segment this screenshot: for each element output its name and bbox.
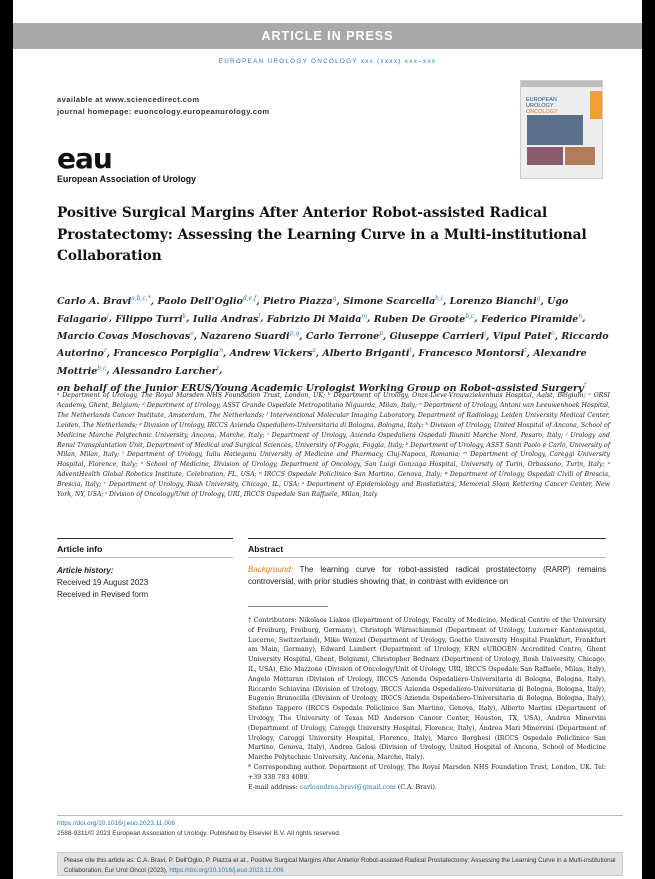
author-separator: , [193,330,201,342]
author [481,314,582,325]
author-separator: , [106,365,114,377]
author-affiliation-marker[interactable]: o [551,329,555,337]
author-separator: , [315,348,323,360]
author [193,314,260,325]
author [306,331,383,342]
author-separator: , [108,313,116,325]
author-affiliation-marker[interactable]: g [536,295,541,302]
abstract-heading: Abstract [248,544,284,554]
author-affiliation-marker[interactable]: h,i [435,295,443,302]
author [267,314,367,325]
author [113,366,219,377]
author-separator: , [411,348,419,360]
citation-box [57,852,623,876]
author-affiliation-marker[interactable]: o [190,329,194,337]
received-date: Received 19 August 2023 [57,577,149,587]
author-separator: , [260,313,267,325]
divider [57,557,233,558]
author-name: Giuseppe Carrieri [389,330,485,342]
author-affiliation-marker[interactable]: m [361,312,368,320]
author-separator: , [554,330,562,342]
author-name: Paolo Dell'Oglio [157,296,243,308]
author-separator: , [223,348,230,360]
author-separator: , [256,296,263,308]
author-affiliation-marker[interactable]: k [182,312,187,320]
author-affiliation-marker[interactable]: b,c [97,364,107,372]
article-title: Positive Surgical Margins After Anterior Robot-assisted Radical Prostatectomy: Assessing the Learning Curve in a Multi-institutional Collaboration [57,205,587,264]
footnotes [248,616,606,792]
author-list [57,292,617,396]
author-separator: , [582,313,586,325]
cover-title-3: ONCOLOGY [526,109,558,115]
author-affiliation-marker[interactable]: a,b,c,* [131,295,151,302]
author-affiliation-marker[interactable]: p,q [289,329,300,337]
article-history [57,565,148,600]
email-link[interactable]: carloandrea.bravi@gmail.com [299,783,396,791]
author-affiliation-marker[interactable]: j [106,312,109,320]
author [419,348,527,359]
author [57,331,194,342]
author-separator: , [540,296,548,308]
author-affiliation-marker[interactable]: b,c [465,312,475,320]
article-page [13,0,642,879]
author-name: Filippo Turri [115,313,183,325]
divider [248,538,606,539]
cover-title-1: EUROPEAN [526,97,557,103]
author-separator: , [526,348,534,360]
available-text: available at www.sciencedirect.com [57,95,200,104]
author [115,314,186,325]
doi-link[interactable]: https://doi.org/10.1016/j.euo.2023.11.006 [57,820,176,827]
abstract-body: The learning curve for robot-assisted radical prostatectomy (RARP) remains controversial, with prior studies showing that, in contrast with evidence on [248,565,606,586]
affiliations: ᵃ Department of Urology, The Royal Marsden NHS Foundation Trust, London, UK; ᵇ Department of Urology, Onze-Lieve-Vrouwziekenhuis Hospital, Aalst, Belgium; ᶜ ORSI Academy, Ghent, Belgium; ᵈ Department of Urology, ASST Grande Ospedale Metropolitano Niguarda, Milan, Italy; ᵉ Department of Urology, Antoni van Leeuwenhoek Hospital, The Netherlands Cancer Institute, Amsterdam, The Netherlands; ᶠ Interventional Molecular Imaging Laboratory, Department of Radiology, Leiden University Medical Center, Leiden, The Netherlands; ᵍ Division of Urology, IRCCS Azienda Ospedaliero-Universitaria di Bologna, Bologna, Italy; ʰ Division of Urology, United Hospital of Ancona, School of Medicine Marche Polytechnic University, Ancona, Marche, Italy; ⁱ Department of Urology, Azienda Ospedaliera Ospedali Riuniti Marche Nord, Pesaro, Italy; ʲ Urology and Renal Transplantation Unit, Department of Medical and Surgical Sciences, University of Foggia, Foggia, Italy; ᵏ Department of Urology, ASST Santi Paolo e Carlo, University of Milan, Milan, Italy; ˡ Department of Urology, Iuliu Hatieganu University of Medicine and Pharmacy, Cluj-Napoca, Romania; ᵐ Department of Urology, Careggi University Hospital, Florence, Italy; ⁿ School of Medicine, Division of Urology, Department of Oncology, San Luigi Gonzaga Hospital, University of Turin, Orbassano, Turin, Italy; ᵒ AdventHealth Global Robotics Institute, Celebration, FL, USA; ᵖ IRCCS Ospedale Policlinico San Martino, Genova, Italy; ᵠ Department of Urology, Ospedali Civili of Brescia, Brescia, Italy; ʳ Department of Urology, Rush University, Chicago, IL, USA; ˢ Department of Epidemiology and Biostatistics, Memorial Sloan Kettering Cancer Center, New York, NY, USA; ᵗ Division of Oncology/Unit of Urology, URI, IRCCS Ospedale San Raffaele, Milan, Italy [57,392,610,499]
abstract-text [248,564,606,588]
author-name: Ruben De Groote [373,313,466,325]
author-affiliation-marker[interactable]: p [379,329,383,337]
author-affiliation-marker[interactable]: l [258,312,261,320]
author-name: Francesco Porpiglia [113,348,220,360]
author [57,296,151,307]
divider [248,557,606,558]
author-affiliation-marker[interactable]: t [409,347,412,355]
author-affiliation-marker[interactable]: t [216,364,220,372]
author-name: on behalf of the Junior ERUS/Young Academic Urologist Working Group on Robot-assisted Surgery [57,382,584,394]
divider [57,815,623,816]
revised-date: Received in Revised form [57,589,149,599]
author-affiliation-marker[interactable]: r [103,347,107,355]
author [374,314,475,325]
cover-title-2: UROLOGY [526,103,554,109]
author-name: Fabrizio Di Maida [266,313,362,325]
background-label: Background: [248,565,293,574]
author-affiliation-marker[interactable]: t [524,347,527,355]
author-name: Alessandro Larcher [113,365,217,377]
eau-logo-mark: eau [57,142,112,175]
author-separator: , [186,313,193,325]
citation-doi-link[interactable]: https://doi.org/10.1016/j.euo.2023.11.006 [169,867,284,874]
journal-line: EUROPEAN UROLOGY ONCOLOGY xxx (xxxx) xxx–xxx [218,58,437,65]
author [230,348,316,359]
author [343,296,443,307]
homepage-text: journal homepage: euoncology.europeanurology.com [57,107,270,116]
author-separator: , [336,296,344,308]
author-separator: , [382,330,390,342]
journal-cover-image [520,80,603,179]
author-affiliation-marker[interactable]: j [484,329,487,337]
author-name: Iulia Andras [192,313,259,325]
author [113,348,223,359]
author-name: Riccardo Autorino [57,330,609,360]
author [157,296,256,307]
author-name: Andrew Vickers [229,348,313,360]
author-separator: , [150,296,158,308]
author-name: Marcio Covas Moschovas [57,330,191,342]
author-separator: , [486,330,493,342]
author [493,331,555,342]
author-name: Alexandre Mottrie [57,348,587,377]
article-in-press-banner: ARTICLE IN PRESS [13,23,642,49]
author-separator: , [299,330,306,342]
author-separator: , [474,313,482,325]
author-separator: , [219,365,223,377]
author-name: Alberto Briganti [322,348,410,360]
contributors-note: † Contributors: Nikolaos Liakos (Department of Urology, Faculty of Medicine, Medical Centre of the University of Freiburg, Freiburg, Germany), Christoph Würnschimmel (Department of Urology, Luzerner Kantonsspital, Lucerne, Switzerland), Mike Wenzel (Department of Urology, Goethe University Hospital Frankfurt, Frankfurt am Main, Germany), Edward Lambert (Department of Urology, ERN eUROGEN Accredited Centre, Ghent University Hospital, Ghent, Belgium), Christopher Bednarz (Department of Urology, Rush University, Chicago, IL, USA), Elio Mazzone (Division of Oncology/Unit of Urology, URI, IRCCS Ospedale San Raffaele, Milan, Italy), Angelo Mottaran (Division of Urology, IRCCS Azienda Ospedaliero-Universitaria di Bologna, Bologna, Italy), Riccardo Schiavina (Division of Urology, IRCCS Azienda Ospedaliero-Universitaria di Bologna, Bologna, Italy), Eugenio Brunocilla (Division of Urology, IRCCS Azienda Ospedaliero-Universitaria di Bologna, Bologna, Italy), Stefano Tappero (IRCCS Ospedale Policlinico San Martino, Genova, Italy), Alberto Martini (Department of Urology, The University of Texas MD Anderson Cancer Center, Houston, TX, USA), Andrea Minervini (Department of Urology, Careggi University Hospital, Florence, Italy), Andrea Mari Minervini (Department of Urology, Careggi University Hospital, Florence, Italy), Marco Borghesi (IRCCS Ospedale Policlinico San Martino, Genova, Italy), Andrea Galosi (Division of Urology, United Hospital of Ancona, School of Medicine Marche Polytechnic University, Ancona, Marche, Italy). [248,617,606,762]
author [263,296,337,307]
author-name: Carlo A. Bravi [57,296,132,308]
footnote-divider [248,606,328,607]
email-line: E-mail address: carloandrea.bravi@gmail.com (C.A. Bravi). [248,783,437,791]
author-name: Federico Piramide [481,313,579,325]
author-name: Francesco Montorsi [418,348,525,360]
author-name: Vipul Patel [492,330,552,342]
author-name: Carlo Terrone [305,330,380,342]
article-info-heading: Article info [57,544,103,554]
author-separator: , [367,313,374,325]
author-separator: , [106,348,114,360]
author [322,348,411,359]
author-affiliation-marker[interactable]: † [583,381,587,389]
eau-logo [57,142,196,184]
corresponding-note: * Corresponding author. Department of Urology, The Royal Marsden NHS Foundation Trust, London, UK. Tel: +39 338 783 4089. [248,763,606,781]
author-affiliation-marker[interactable]: g [332,295,337,302]
author [200,331,299,342]
author-affiliation-marker[interactable]: s [312,347,316,355]
author-affiliation-marker[interactable]: n [219,347,223,355]
author-name: Pietro Piazza [262,296,333,308]
author-separator: , [442,296,450,308]
copyright: 2588-9311/© 2023 European Association of Urology. Published by Elsevier B.V. All rights reserved. [57,830,341,837]
author-name: Nazareno Suardi [200,330,290,342]
eau-logo-text: European Association of Urology [57,174,196,184]
author [450,296,541,307]
author-name: Lorenzo Bianchi [449,296,537,308]
availability-block [57,94,270,118]
author-name: Simone Scarcella [343,296,436,308]
divider [57,538,233,539]
author-name: Ugo Falagario [57,296,569,325]
author-affiliation-marker[interactable]: d,e,f [242,295,257,302]
author [390,331,487,342]
author-affiliation-marker[interactable]: n [578,312,583,320]
citation-text: Please cite this article as: C.A. Bravi, P. Dell'Oglio, P. Piazza et al., Positive Surgical Margins After Anterior Robot-assisted Radical Prostatectomy: Assessing the Learning Curve in a Multi-institutional Collaboration, Eur Urol Oncol (2023), [64,857,616,874]
history-label: Article history: [57,566,114,575]
